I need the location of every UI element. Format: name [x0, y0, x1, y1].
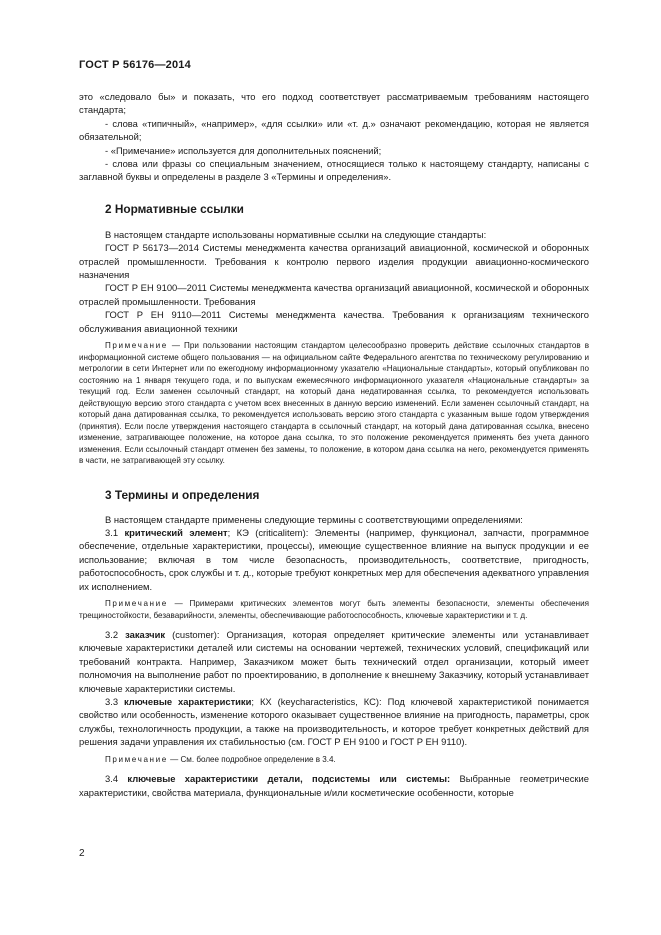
intro-paragraph-3: - «Примечание» используется для дополнительных пояснений;: [105, 144, 382, 156]
section-2-note: Примечание — При пользовании настоящим стандартом целесообразно проверить действие ссылочных стандартов в информационной системе общего пользования — на официальном сайте Федерального агентства по техническому регулированию и метрологии в сети Интернет или по ежегодному информационному указателю «Национальные стандарты», который опубликован по состоянию на 1 января текущего года, и по выпускам ежемесячного информационного указателя «Национальные стандарты» за текущий год. Если заменен ссылочный стандарт, на который дана недатированная ссылка, то рекомендуется использовать действующую версию этого стандарта с учетом всех внесенных в данную версию изменений. Если заменен ссылочный стандарт, на который дана датированная ссылка, то рекомендуется использовать версию этого стандарта с указанным выше годом утверждения (принятия). Если после утверждения настоящего стандарта в ссылочный стандарт, на который дана датированная ссылка, внесено изменение, затрагивающее положение, на которое дана ссылка, то это положение рекомендуется применять без учета данного изменения. Если ссылочный стандарт отменен без замены, то положение, в котором дана ссылка на него, рекомендуется применять в части, не затрагивающей эту ссылку.: [79, 341, 590, 466]
term-3-1: 3.1 критический элемент; КЭ (criticalitem): Элементы (например, функционал, запчасти, программное обеспечение, отдельные характеристики, процессы), имеющие существенное влияние на выпуск продукции и ее использование; включая в том числе безопасность, производительность, соответствие, пригодность, работоспособность, срок службы и т. д., которые требуют конкретных мер для обеспечения адекватного управления их исполнением.: [79, 527, 590, 592]
reference-gost-9100: ГОСТ Р ЕН 9100—2011 Системы менеджмента качества организаций авиационной, космической и оборонных отраслей промышленности. Требования: [79, 282, 589, 307]
term-3-4-name: ключевые характеристики детали, подсистемы или системы:: [127, 773, 451, 785]
term-3-3: 3.3 ключевые характеристики; КХ (keycharacteristics, КС): Под ключевой характеристикой понимается свойство или особенность, изменение которого оказывает существенное влияние на пригодность, параметры, срок службы, технологичность продукции, а также на производительность, и которое требует конкретных действий для решения задачи управления их стабильностью (см. ГОСТ Р ЕН 9100 и ГОСТ Р ЕН 9110).: [79, 696, 589, 748]
note-label: Примечание: [105, 341, 168, 351]
section-2-intro: В настоящем стандарте использованы нормативные ссылки на следующие стандарты:: [105, 228, 487, 240]
intro-paragraph-4: - слова или фразы со специальным значением, относящиеся только к настоящему стандарту, написаны с заглавной буквы и определены в разделе 3 «Термины и определения».: [79, 158, 589, 183]
section-3-heading: 3 Термины и определения: [105, 487, 260, 502]
term-3-1-name: критический элемент: [124, 527, 228, 538]
term-3-2-name: заказчик: [125, 629, 166, 641]
page-content: [79, 90, 589, 799]
term-3-2: 3.2 заказчик (customer): Организация, которая определяет критические элементы или устанавливает ключевые характеристики деталей или системы на основании чертежей, технических условий, спецификаций или требований контракта. Например, Заказчиком может быть технический отдел организации, который имеет полномочия на выполнение работ по проектированию, в дополнение к внешнему Заказчику, который устанавливает ключевые характеристики системы.: [79, 629, 589, 694]
section-3-intro: В настоящем стандарте применены следующие термины с соответствующими определениями:: [105, 513, 523, 525]
intro-paragraph-2: - слова «типичный», «например», «для ссылки» или «т. д.» означают рекомендацию, которая не является обязательной;: [79, 117, 589, 143]
term-3-3-name: ключевые характеристики: [124, 696, 252, 708]
term-3-3-note: Примечание — См. более подробное определение в 3.4.: [105, 754, 336, 764]
reference-gost-56173: ГОСТ Р 56173—2014 Системы менеджмента качества организаций авиационной, космической и оборонных отраслей промышленности. Требования к контролю первого изделия продукции авиационно-космического назначения: [79, 242, 589, 281]
page-number: 2: [79, 848, 85, 859]
document-header: ГОСТ Р 56176—2014: [79, 59, 191, 71]
term-3-4: 3.4 ключевые характеристики детали, подсистемы или системы: Выбранные геометрические характеристики, свойства материала, функциональные и/или косметические особенности, которые: [79, 773, 589, 798]
intro-paragraph-1: это «следовало бы» и показать, что его подход соответствует рассматриваемым требованиям настоящего стандарта;: [79, 91, 589, 116]
section-2-heading: 2 Нормативные ссылки: [105, 201, 244, 216]
reference-gost-9110: ГОСТ Р ЕН 9110—2011 Системы менеджмента качества. Требования к организациям технического обслуживания авиационной техники: [79, 309, 589, 334]
term-3-1-note: Примечание — Примерами критических элементов могут быть элементы безопасности, элементы обеспечения трещиностойкости, безаварийности, элементы, обеспечивающие работоспособность, ключевые характеристики и т. д.: [79, 599, 589, 620]
note-text: При пользовании настоящим стандартом целесообразно проверить действие ссылочных стандартов в информационной системе общего пользования — на официальном сайте Федерального агентства по техническому регулированию и метрологии в сети Интернет или по ежегодному информационному указателю «Национальные стандарты», который опубликован по состоянию на 1 января текущего года, и по выпускам ежемесячного информационного указателя «Национальные стандарты» за текущий год. Если заменен ссылочный стандарт, на который дана недатированная ссылка, то рекомендуется использовать действующую версию этого стандарта с учетом всех внесенных в данную версию изменений. Если заменен ссылочный стандарт, на который дана датированная ссылка, то рекомендуется использовать версию этого стандарта с указанным выше годом утверждения (принятия). Если после утверждения настоящего стандарта в ссылочный стандарт, на который дана датированная ссылка, внесено изменение, затрагивающее положение, на которое дана ссылка, то это положение рекомендуется применять без учета данного изменения. Если ссылочный стандарт отменен без замены, то положение, в котором дана ссылка на него, рекомендуется применять в части, не затрагивающей эту ссылку.: [79, 341, 590, 466]
